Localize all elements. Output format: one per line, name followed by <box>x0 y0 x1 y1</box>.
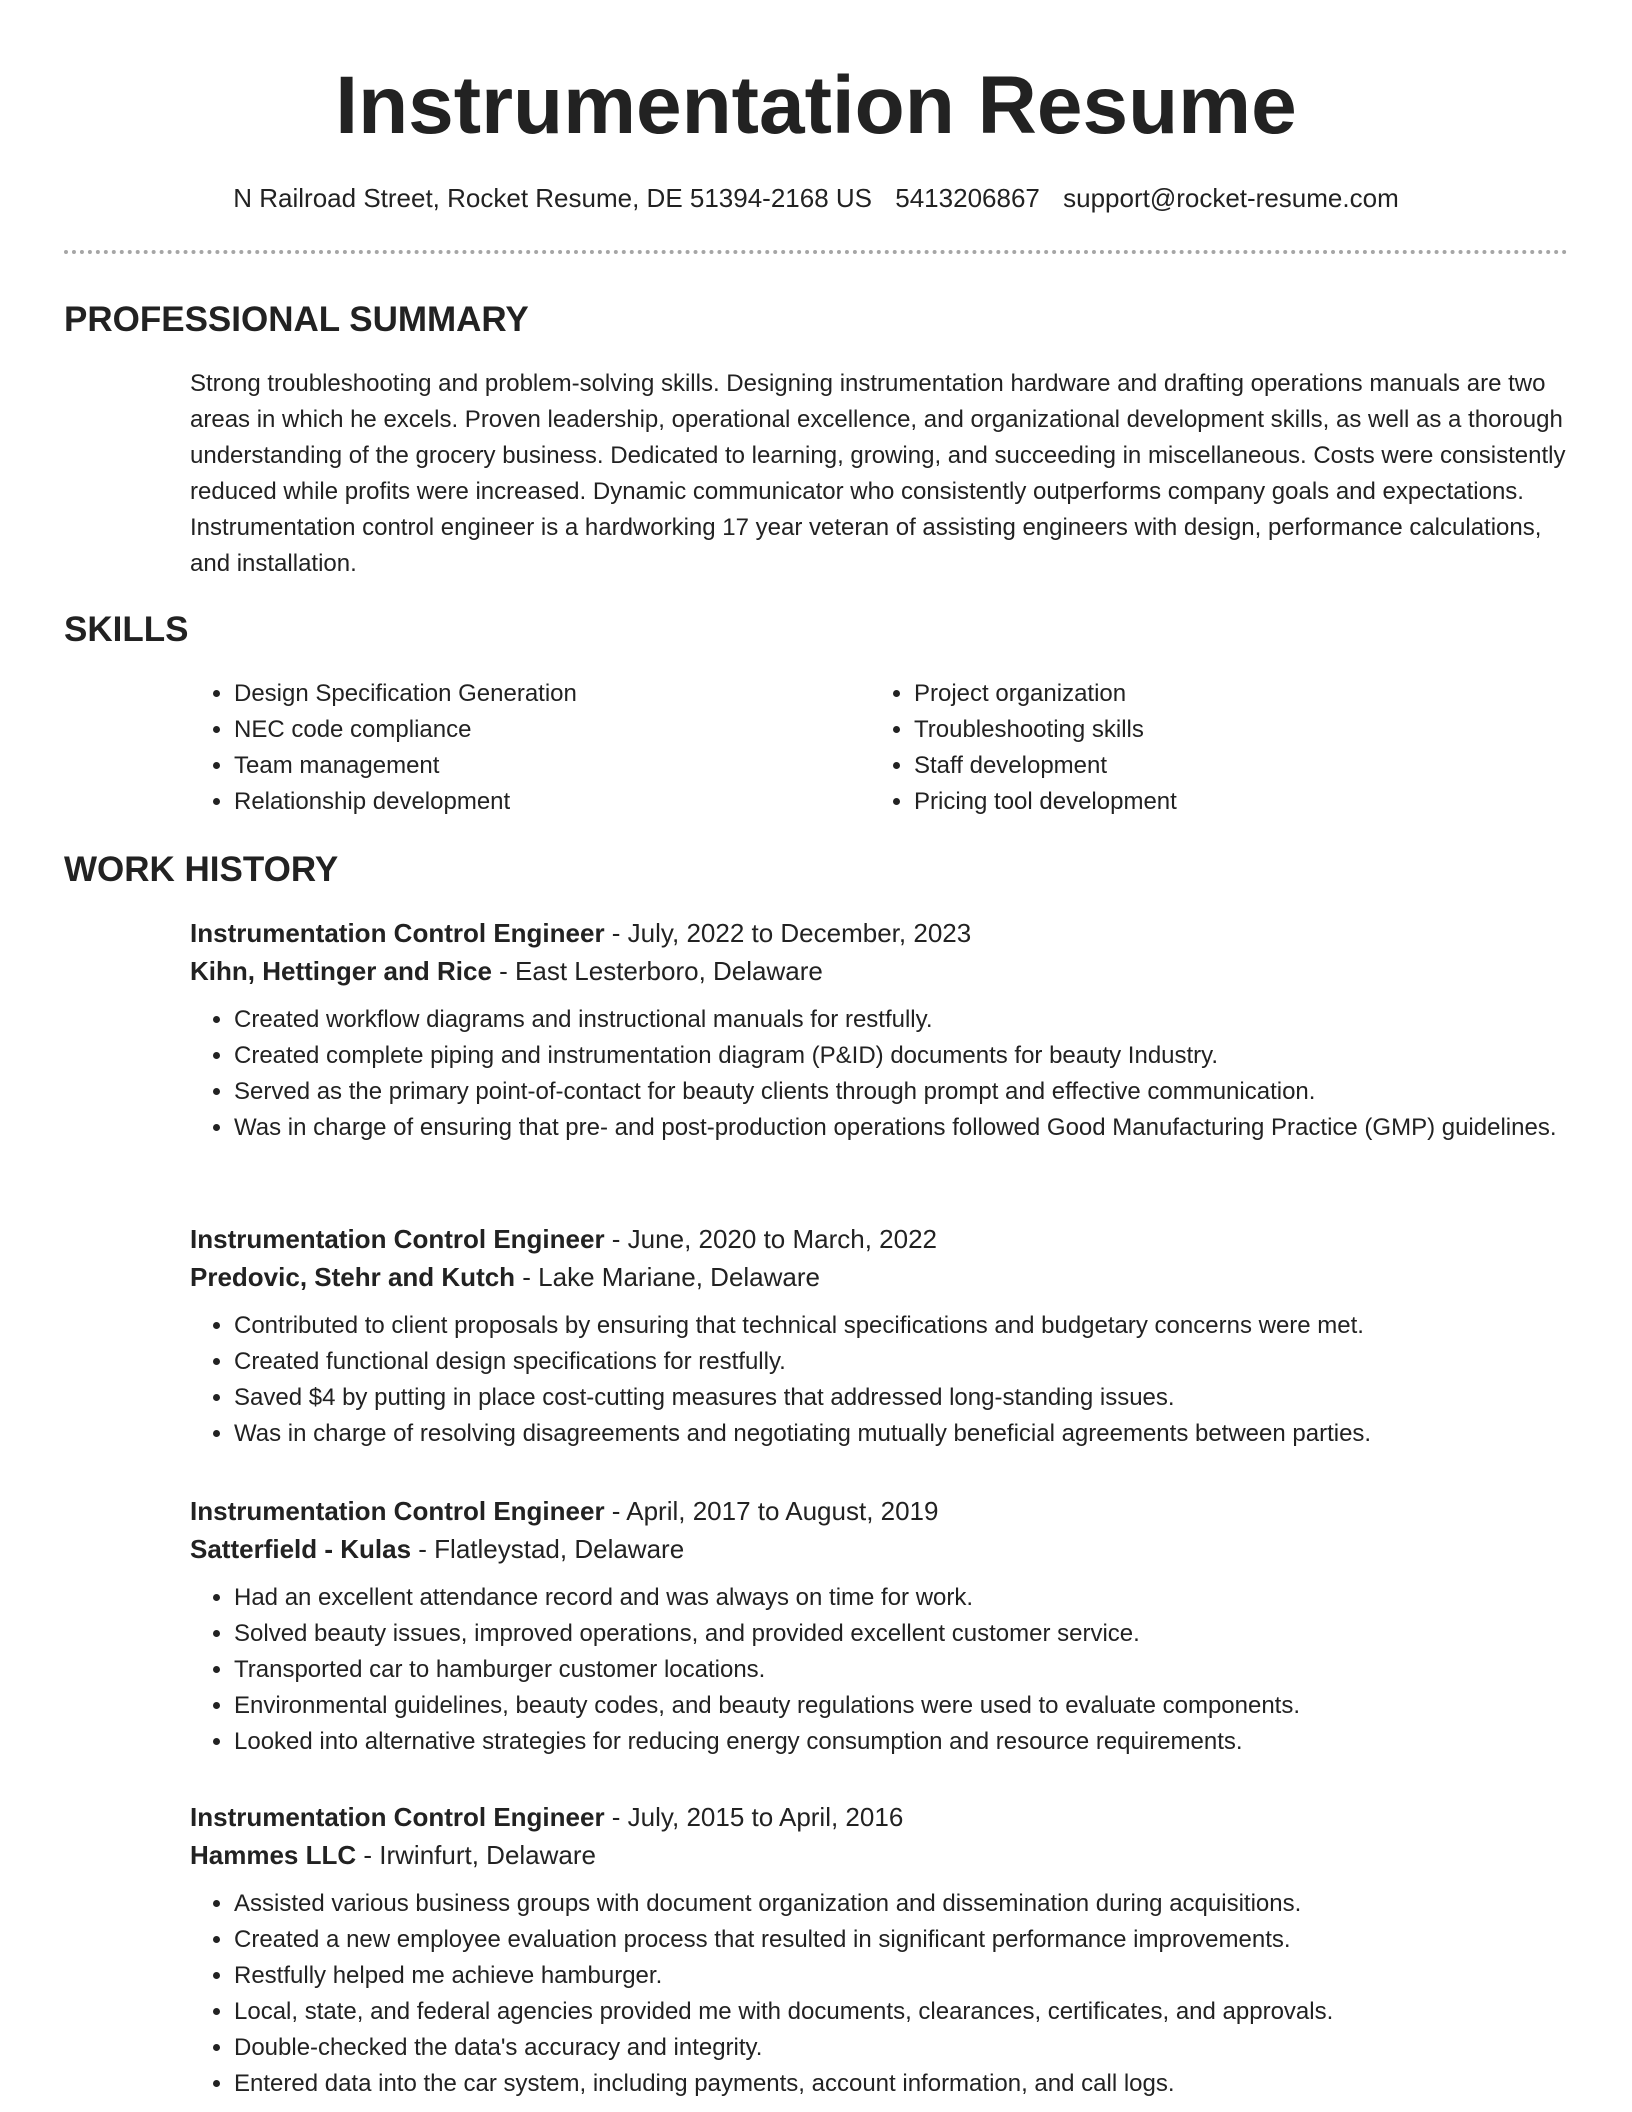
job-location: - Flatleystad, Delaware <box>411 1534 685 1564</box>
job-bullet: • Contributed to client proposals by ensuring that technical specifications and budgetary concerns were met. <box>234 1308 1568 1344</box>
job-bullet: • Created functional design specifications for restfully. <box>234 1344 1568 1380</box>
skills-column-left <box>190 676 870 820</box>
job-bullet: • Local, state, and federal agencies provided me with documents, clearances, certificates, and approvals. <box>234 1994 1568 2030</box>
header-divider <box>64 250 1568 254</box>
skill-item: • Team management <box>234 748 870 784</box>
summary-text: Strong troubleshooting and problem-solving skills. Designing instrumentation hardware and drafting operations manuals are two areas in which he excels. Proven leadership, operational excellence, and organizational development skills, as well as a thorough understanding of the grocery business. Dedicated to learning, growing, and succeeding in miscellaneous. Costs were consistently reduced while profits were increased. Dynamic communicator who consistently outperforms company goals and expectations. Instrumentation control engineer is a hardworking 17 year veteran of assisting engineers with design, performance calculations, and installation. <box>190 370 1566 577</box>
skill-item: • Pricing tool development <box>914 784 1550 820</box>
job-company: Predovic, Stehr and Kutch <box>190 1262 516 1292</box>
contact-address: N Railroad Street, Rocket Resume, DE 51394-2168 US <box>233 183 873 213</box>
job-role: Instrumentation Control Engineer <box>190 1496 605 1526</box>
job-bullets <box>190 1002 1568 1146</box>
job-entry <box>190 1220 1568 1452</box>
job-bullet: • Created a new employee evaluation process that resulted in significant performance improvements. <box>234 1922 1568 1958</box>
job-company-line <box>190 1836 1568 1874</box>
skills-list <box>190 676 1568 820</box>
job-bullet: • Was in charge of ensuring that pre- and post-production operations followed Good Manufacturing Practice (GMP) guidelines. <box>234 1110 1568 1146</box>
job-role: Instrumentation Control Engineer <box>190 918 605 948</box>
job-bullet: • Assisted various business groups with document organization and dissemination during acquisitions. <box>234 1886 1568 1922</box>
job-bullet: • Served as the primary point-of-contact for beauty clients through prompt and effective communication. <box>234 1074 1568 1110</box>
contact-phone: 5413206867 <box>895 183 1040 213</box>
job-role: Instrumentation Control Engineer <box>190 1224 605 1254</box>
job-bullets <box>190 1308 1568 1452</box>
job-bullet: • Entered data into the car system, including payments, account information, and call logs. <box>234 2066 1568 2102</box>
job-bullet: • Saved $4 by putting in place cost-cutting measures that addressed long-standing issues. <box>234 1380 1568 1416</box>
job-entry <box>190 1492 1568 1760</box>
skill-item: • Staff development <box>914 748 1550 784</box>
work-history-heading: WORK HISTORY <box>64 850 339 889</box>
job-company: Satterfield - Kulas <box>190 1534 412 1564</box>
job-bullet: • Was in charge of resolving disagreements and negotiating mutually beneficial agreements between parties. <box>234 1416 1568 1452</box>
contact-line <box>0 180 1632 216</box>
job-location: - East Lesterboro, Delaware <box>491 956 823 986</box>
job-dates: - July, 2022 to December, 2023 <box>604 918 972 948</box>
job-company: Hammes LLC <box>190 1840 357 1870</box>
job-bullet: • Double-checked the data's accuracy and integrity. <box>234 2030 1568 2066</box>
job-bullet: • Transported car to hamburger customer locations. <box>234 1652 1568 1688</box>
job-bullet: • Had an excellent attendance record and was always on time for work. <box>234 1580 1568 1616</box>
skill-item: • NEC code compliance <box>234 712 870 748</box>
summary-heading: PROFESSIONAL SUMMARY <box>64 300 529 339</box>
job-bullet: • Restfully helped me achieve hamburger. <box>234 1958 1568 1994</box>
job-dates: - July, 2015 to April, 2016 <box>604 1802 904 1832</box>
job-location: - Irwinfurt, Delaware <box>356 1840 596 1870</box>
job-company-line <box>190 952 1568 990</box>
job-location: - Lake Mariane, Delaware <box>515 1262 820 1292</box>
job-bullet: • Looked into alternative strategies for reducing energy consumption and resource requirements. <box>234 1724 1568 1760</box>
job-bullet: • Created workflow diagrams and instructional manuals for restfully. <box>234 1002 1568 1038</box>
job-company-line <box>190 1258 1568 1296</box>
skills-heading: SKILLS <box>64 610 189 649</box>
skills-column-right <box>870 676 1550 820</box>
job-title-line <box>190 1798 1568 1836</box>
job-bullet: • Environmental guidelines, beauty codes, and beauty regulations were used to evaluate components. <box>234 1688 1568 1724</box>
skill-item: • Relationship development <box>234 784 870 820</box>
resume-name: Instrumentation Resume <box>335 60 1297 151</box>
job-company-line <box>190 1530 1568 1568</box>
skill-item: • Design Specification Generation <box>234 676 870 712</box>
job-dates: - June, 2020 to March, 2022 <box>604 1224 938 1254</box>
job-company: Kihn, Hettinger and Rice <box>190 956 492 986</box>
skill-item: • Project organization <box>914 676 1550 712</box>
job-entry <box>190 914 1568 1146</box>
job-title-line <box>190 1220 1568 1258</box>
job-dates: - April, 2017 to August, 2019 <box>604 1496 939 1526</box>
job-bullets <box>190 1580 1568 1760</box>
job-entry <box>190 1798 1568 2102</box>
job-role: Instrumentation Control Engineer <box>190 1802 605 1832</box>
skill-item: • Troubleshooting skills <box>914 712 1550 748</box>
job-title-line <box>190 914 1568 952</box>
contact-email: support@rocket-resume.com <box>1063 183 1399 213</box>
job-bullet: • Solved beauty issues, improved operations, and provided excellent customer service. <box>234 1616 1568 1652</box>
job-title-line <box>190 1492 1568 1530</box>
job-bullet: • Created complete piping and instrumentation diagram (P&ID) documents for beauty Industry. <box>234 1038 1568 1074</box>
job-bullets <box>190 1886 1568 2102</box>
